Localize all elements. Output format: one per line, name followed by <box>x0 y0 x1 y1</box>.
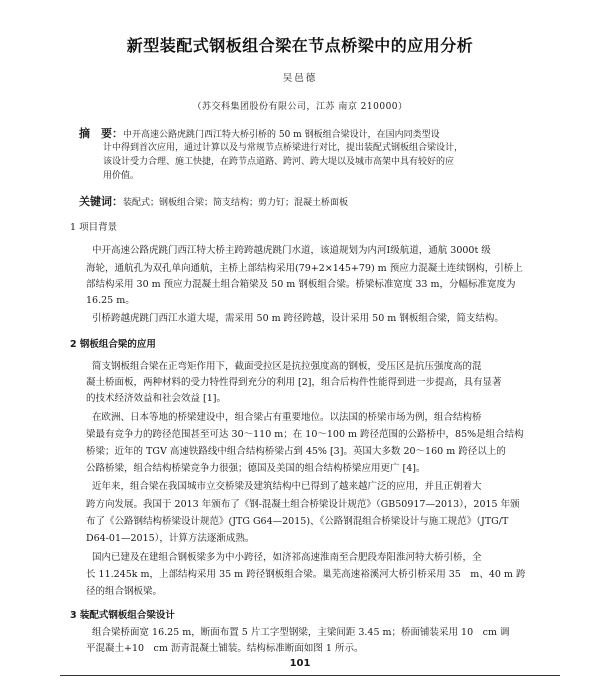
abstract-line <box>79 127 559 142</box>
section-heading: 1 项目背景 <box>70 222 118 233</box>
body-line: 布了《公路钢结构桥梁设计规范》(JTG G64—2015)、《公路钢混组合桥梁设计与施工规范》（JTG/T <box>86 516 509 527</box>
body-line: 长 11.245k m，上部结构采用 35 m 跨径钢板组合梁。巢芜高速裕溪河大桥引桥采用 35 m、40 m 跨 <box>86 569 526 580</box>
body-line: 组合梁桥面宽 16.25 m，断面布置 5 片工字型钢梁，主梁间距 3.45 m；桥面铺装采用 10 cm 调 <box>92 627 510 638</box>
author-name: 吴邑德 <box>282 73 318 84</box>
body-line: 的技术经济效益和社会效益 [1]。 <box>86 393 226 404</box>
abstract-line: 该设计受力合理、施工快捷，在跨节点道路、跨河、跨大堤以及城市高架中具有较好的应 <box>103 157 455 167</box>
body-line: D64-01—2015），计算方法逐渐成熟。 <box>86 533 255 544</box>
body-line: 引桥跨越虎跳门西江水道大堤，需采用 50 m 跨径跨越，设计采用 50 m 钢板组合梁，简支结构。 <box>92 313 504 324</box>
body-line: 凝土桥面板，两种材料的受力特性得到充分的利用 [2]，组合后构件性能得到进一步提高，具有显著 <box>86 377 502 388</box>
author-affiliation: （苏交科集团股份有限公司，江苏 南京 210000） <box>192 102 408 112</box>
body-line: 径的组合钢板梁。 <box>86 586 163 597</box>
page-number: 101 <box>289 658 311 669</box>
section-heading: 2 钢板组合梁的应用 <box>70 339 156 350</box>
body-line: 国内已建及在建组合钢板梁多为中小跨径，如济祁高速淮南至合肥段寿阳淮河特大桥引桥，全 <box>92 552 482 563</box>
body-line: 桥梁；近年的 TGV 高速铁路线中组合结构桥梁占到 45% [3]。英国大多数 20～160 m 跨径以上的 <box>86 446 506 457</box>
abstract-text: 中开高速公路虎跳门西江特大桥引桥的 50 m 钢板组合梁设计，在国内同类型设 <box>123 130 440 140</box>
abstract-line: 计中得到首次应用，通过计算以及与常规节点桥梁进行对比，提出装配式钢板组合梁设计， <box>103 143 464 153</box>
body-line: 中开高速公路虎跳门西江特大桥主跨跨越虎跳门水道，该道规划为内河Ⅰ级航道，通航 3000t 级 <box>92 245 491 256</box>
body-line: 近年来，组合梁在我国城市立交桥梁及建筑结构中已得到了越来越广泛的应用，并且正朝着大 <box>92 481 482 492</box>
footer-rule <box>60 675 560 676</box>
abstract-line: 用价值。 <box>103 171 140 181</box>
body-line: 梁最有竞争力的跨径范围甚至可达 30～110 m；在 10～100 m 跨径范围的公路桥中，85%是组合结构 <box>86 429 524 440</box>
body-line: 16.25 m。 <box>86 295 135 306</box>
keywords-text: 装配式；钢板组合梁；简支结构；剪力钉；混凝土桥面板 <box>123 198 349 208</box>
abstract-label: 摘 要： <box>79 127 123 140</box>
keywords-label: 关键词： <box>79 195 123 208</box>
body-line: 跨方向发展。我国于 2013 年颁布了《钢-混凝土组合桥梁设计规范》（GB50917—2013），2015 年颁 <box>86 499 520 510</box>
body-line: 部结构采用 30 m 预应力混凝土组合箱梁及 50 m 钢板组合梁。桥梁标准宽度 33 m，分幅标准宽度为 <box>86 279 516 290</box>
body-line: 海轮，通航孔为双孔单向通航，主桥上部结构采用(79+2×145+79) m 预应力混凝土连续钢构，引桥上 <box>86 263 523 274</box>
keywords-line <box>79 195 559 210</box>
body-line: 公路桥梁，组合结构桥梁竞争力很强；德国及美国的组合结构桥梁应用更广 [4]。 <box>86 463 426 474</box>
paper-title: 新型装配式钢板组合梁在节点桥梁中的应用分析 <box>126 36 474 55</box>
body-line: 简支钢板组合梁在正弯矩作用下，截面受拉区是抗拉强度高的钢板，受压区是抗压强度高的混 <box>92 361 482 372</box>
body-line: 在欧洲、日本等地的桥梁建设中，组合梁占有重要地位。以法国的桥梁市场为例，组合结构桥 <box>92 412 482 423</box>
section-heading: 3 装配式钢板组合梁设计 <box>70 610 175 621</box>
body-line: 平混凝土+10 cm 沥青混凝土铺装。结构标准断面如图 1 所示。 <box>86 643 364 654</box>
